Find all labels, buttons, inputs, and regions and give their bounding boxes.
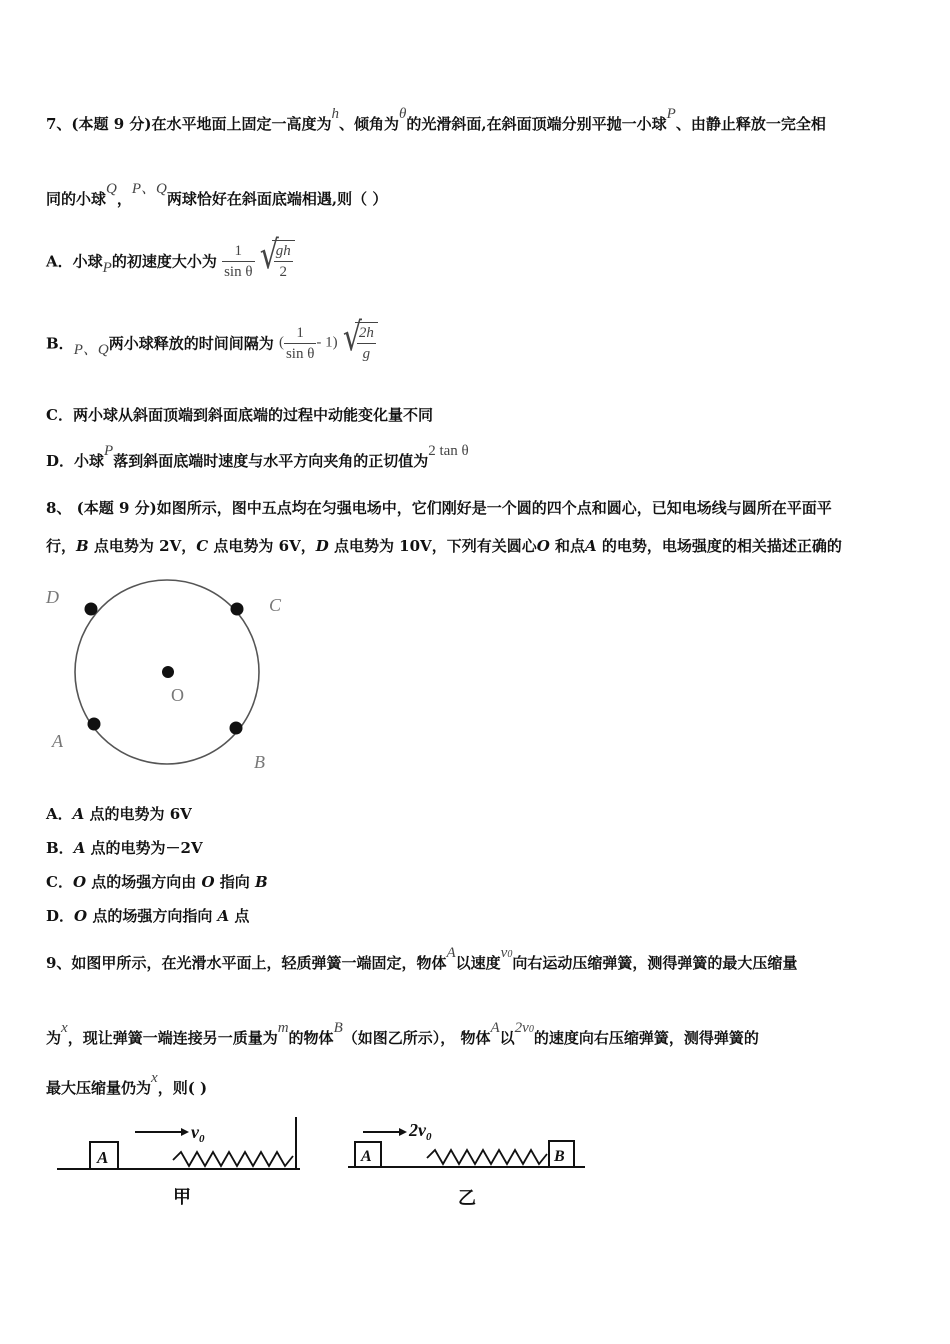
q7-line1 [46,106,826,134]
q7-line2 [46,181,388,209]
block-A-2-label: A [361,1148,372,1165]
block-B-label: B [554,1148,565,1165]
point-D [85,603,98,616]
math-x-2: x [151,1070,158,1086]
v2-sub: 0 [528,1024,534,1035]
q8-c-label: C． [46,873,73,891]
q8-option-d [46,905,249,926]
q8-option-c [46,871,268,892]
math-2tan: 2 tan θ [428,443,469,459]
q8-c-var2: O [201,873,215,891]
q7-text-6: 两球恰好在斜面底端相遇,则（ ） [166,190,388,208]
q7-text-4: 、由静止释放一完全相 [675,115,826,133]
vel2-sub: 0 [426,1131,432,1143]
q8-c-var3: B [255,873,268,891]
frac-den-b: sin θ [285,345,315,362]
q8-c-var1: O [72,873,87,891]
v0-sub: 0 [507,949,513,960]
q8-t6: 的电势，电场强度的相关描述正确的 [596,537,842,555]
math-PQ: P、Q [131,181,167,197]
spring-figure-jia [55,1112,305,1212]
q8-t1: 行， [46,537,77,555]
q9-text-11: ，则( ) [157,1079,208,1097]
caption-jia: 甲 [173,1187,191,1207]
q8-t5: 和点 [549,537,586,555]
frac-num-b: 1 [284,323,316,344]
q8-t3: 点电势为 6V， [208,537,316,555]
sqrt-den: 2 [279,264,287,280]
q7-b-text: 两小球释放的时间间隔为 [108,334,274,353]
q8-c-text1: 点的场强方向由 [86,873,202,891]
point-A [88,718,101,731]
q8-d-var2: A [217,907,230,925]
q8-d-text2: 点 [229,907,250,925]
q8-A: A [585,537,597,555]
q8-b-var: A [73,839,86,857]
q9-line3 [46,1070,208,1098]
q7-text-5: 同的小球 [46,190,107,208]
paren-open: ( [278,334,284,351]
label-C: C [269,595,282,615]
math-m: m [277,1020,289,1036]
q9-text-3: 向右运动压缩弹簧，测得弹簧的最大压缩量 [512,954,798,972]
spring [173,1152,293,1166]
q7-c-text: C．两小球从斜面顶端到斜面底端的过程中动能变化量不同 [46,406,433,424]
fraction-1-over-sin-theta [222,241,254,282]
q8-line2 [46,535,842,556]
vel-sub: 0 [199,1133,205,1145]
q8-D: D [315,537,329,555]
arrow-head-2 [399,1128,407,1136]
q7-comma: ， [116,190,132,208]
v2-base: 2v [514,1020,529,1036]
label-D: D [46,587,59,607]
vel-base: v [191,1122,199,1142]
q9-text-6: 的物体 [288,1029,334,1047]
arrow-head [181,1128,189,1136]
q7-a-text: 的初速度大小为 [111,252,217,271]
point-B [230,722,243,735]
q7-text-2: 、倾角为 [339,115,400,133]
block-A-label: A [97,1148,109,1167]
q7-b-label: B． [46,334,74,353]
spring-2 [427,1150,547,1164]
q8-C: C [196,537,209,555]
sqrt-num: √ gh [274,241,293,262]
math-A-2: A [490,1020,500,1036]
q9-text-9: 的速度向右压缩弹簧，测得弹簧的 [533,1029,759,1047]
math-Q: Q [106,181,117,197]
sqrt-num-b: √ 2h [357,323,376,344]
q7-option-a [46,240,295,282]
point-C [231,603,244,616]
q9-text-5: ，现让弹簧一端连接另一质量为 [67,1029,278,1047]
math-h: h [331,106,340,122]
q9-text-2: 以速度 [455,954,501,972]
v0-base: v [500,945,508,961]
q7-d-text: 落到斜面底端时速度与水平方向夹角的正切值为 [113,452,429,470]
spring-figure-yi [345,1112,595,1212]
q8-a-text: 点的电势为 6V [84,805,192,823]
frac-den: sin θ [224,263,253,280]
math-P: P [666,106,676,122]
math-theta: θ [399,106,407,122]
q9-line2 [46,1020,759,1048]
math-2v0 [515,1020,534,1036]
minus-one: - 1) [316,334,338,351]
q8-d-var1: O [74,907,88,925]
label-A: A [52,731,63,751]
q8-option-a [46,803,192,824]
sqrt-den-b: g [362,346,371,362]
q7-option-c [46,404,433,425]
q8-B: B [76,537,89,555]
caption-yi: 乙 [458,1188,476,1208]
label-B: B [254,752,265,772]
q8-t2: 点电势为 2V， [88,537,197,555]
math-v0 [501,945,513,961]
math-x: x [61,1020,68,1036]
q9-text-4: 为 [46,1029,62,1047]
velocity-label-2 [408,1120,432,1143]
point-O [162,666,174,678]
fraction-1-over-sin-theta-b [284,323,316,364]
q7-d-label: D．小球 [46,452,105,470]
q9-line1 [46,945,798,973]
velocity-label [191,1122,205,1145]
q8-b-label: B． [46,839,74,857]
q8-d-label: D． [46,907,75,925]
label-O: O [171,685,184,705]
q8-a-var: A [72,805,85,823]
q9-text-1: 9、如图甲所示，在光滑水平面上，轻质弹簧一端固定，物体 [46,954,447,972]
math-P-d: P [104,443,114,459]
q8-c-text2: 指向 [214,873,256,891]
circle-diagram [40,575,300,780]
q9-text-7: （如图乙所示）， 物体 [342,1029,491,1047]
q8-text-1: 8、 (本题 9 分)如图所示，图中五点均在匀强电场中，它们刚好是一个圆的四个点和圆心，已知电场线与圆所在平面平 [46,499,832,517]
vel2-base: 2v [409,1120,426,1140]
math-PQ-sub: P、Q [73,342,109,358]
q8-d-text1: 点的场强方向指向 [87,907,218,925]
q7-text-1: 7、(本题 9 分)在水平地面上固定一高度为 [46,115,332,133]
q8-b-text: 点的电势为－2V [85,839,203,857]
q9-text-10: 最大压缩量仍为 [46,1079,152,1097]
sqrt-2h-over-g [343,322,378,364]
q7-option-b [46,322,378,364]
frac-num: 1 [222,241,254,262]
q8-t4: 点电势为 10V，下列有关圆心 [328,537,537,555]
q8-line1 [46,497,832,518]
q7-text-3: 的光滑斜面,在斜面顶端分别平抛一小球 [406,115,667,133]
q9-text-8: 以 [499,1029,515,1047]
q8-option-b [46,837,203,858]
math-P-sub: P [102,260,112,276]
math-A: A [446,945,456,961]
q8-a-label: A． [46,805,73,823]
sqrt-gh-over-2 [260,240,295,282]
q7-option-d [46,443,469,471]
q8-O: O [536,537,550,555]
math-B: B [333,1020,343,1036]
q7-a-label: A．小球 [46,252,103,271]
